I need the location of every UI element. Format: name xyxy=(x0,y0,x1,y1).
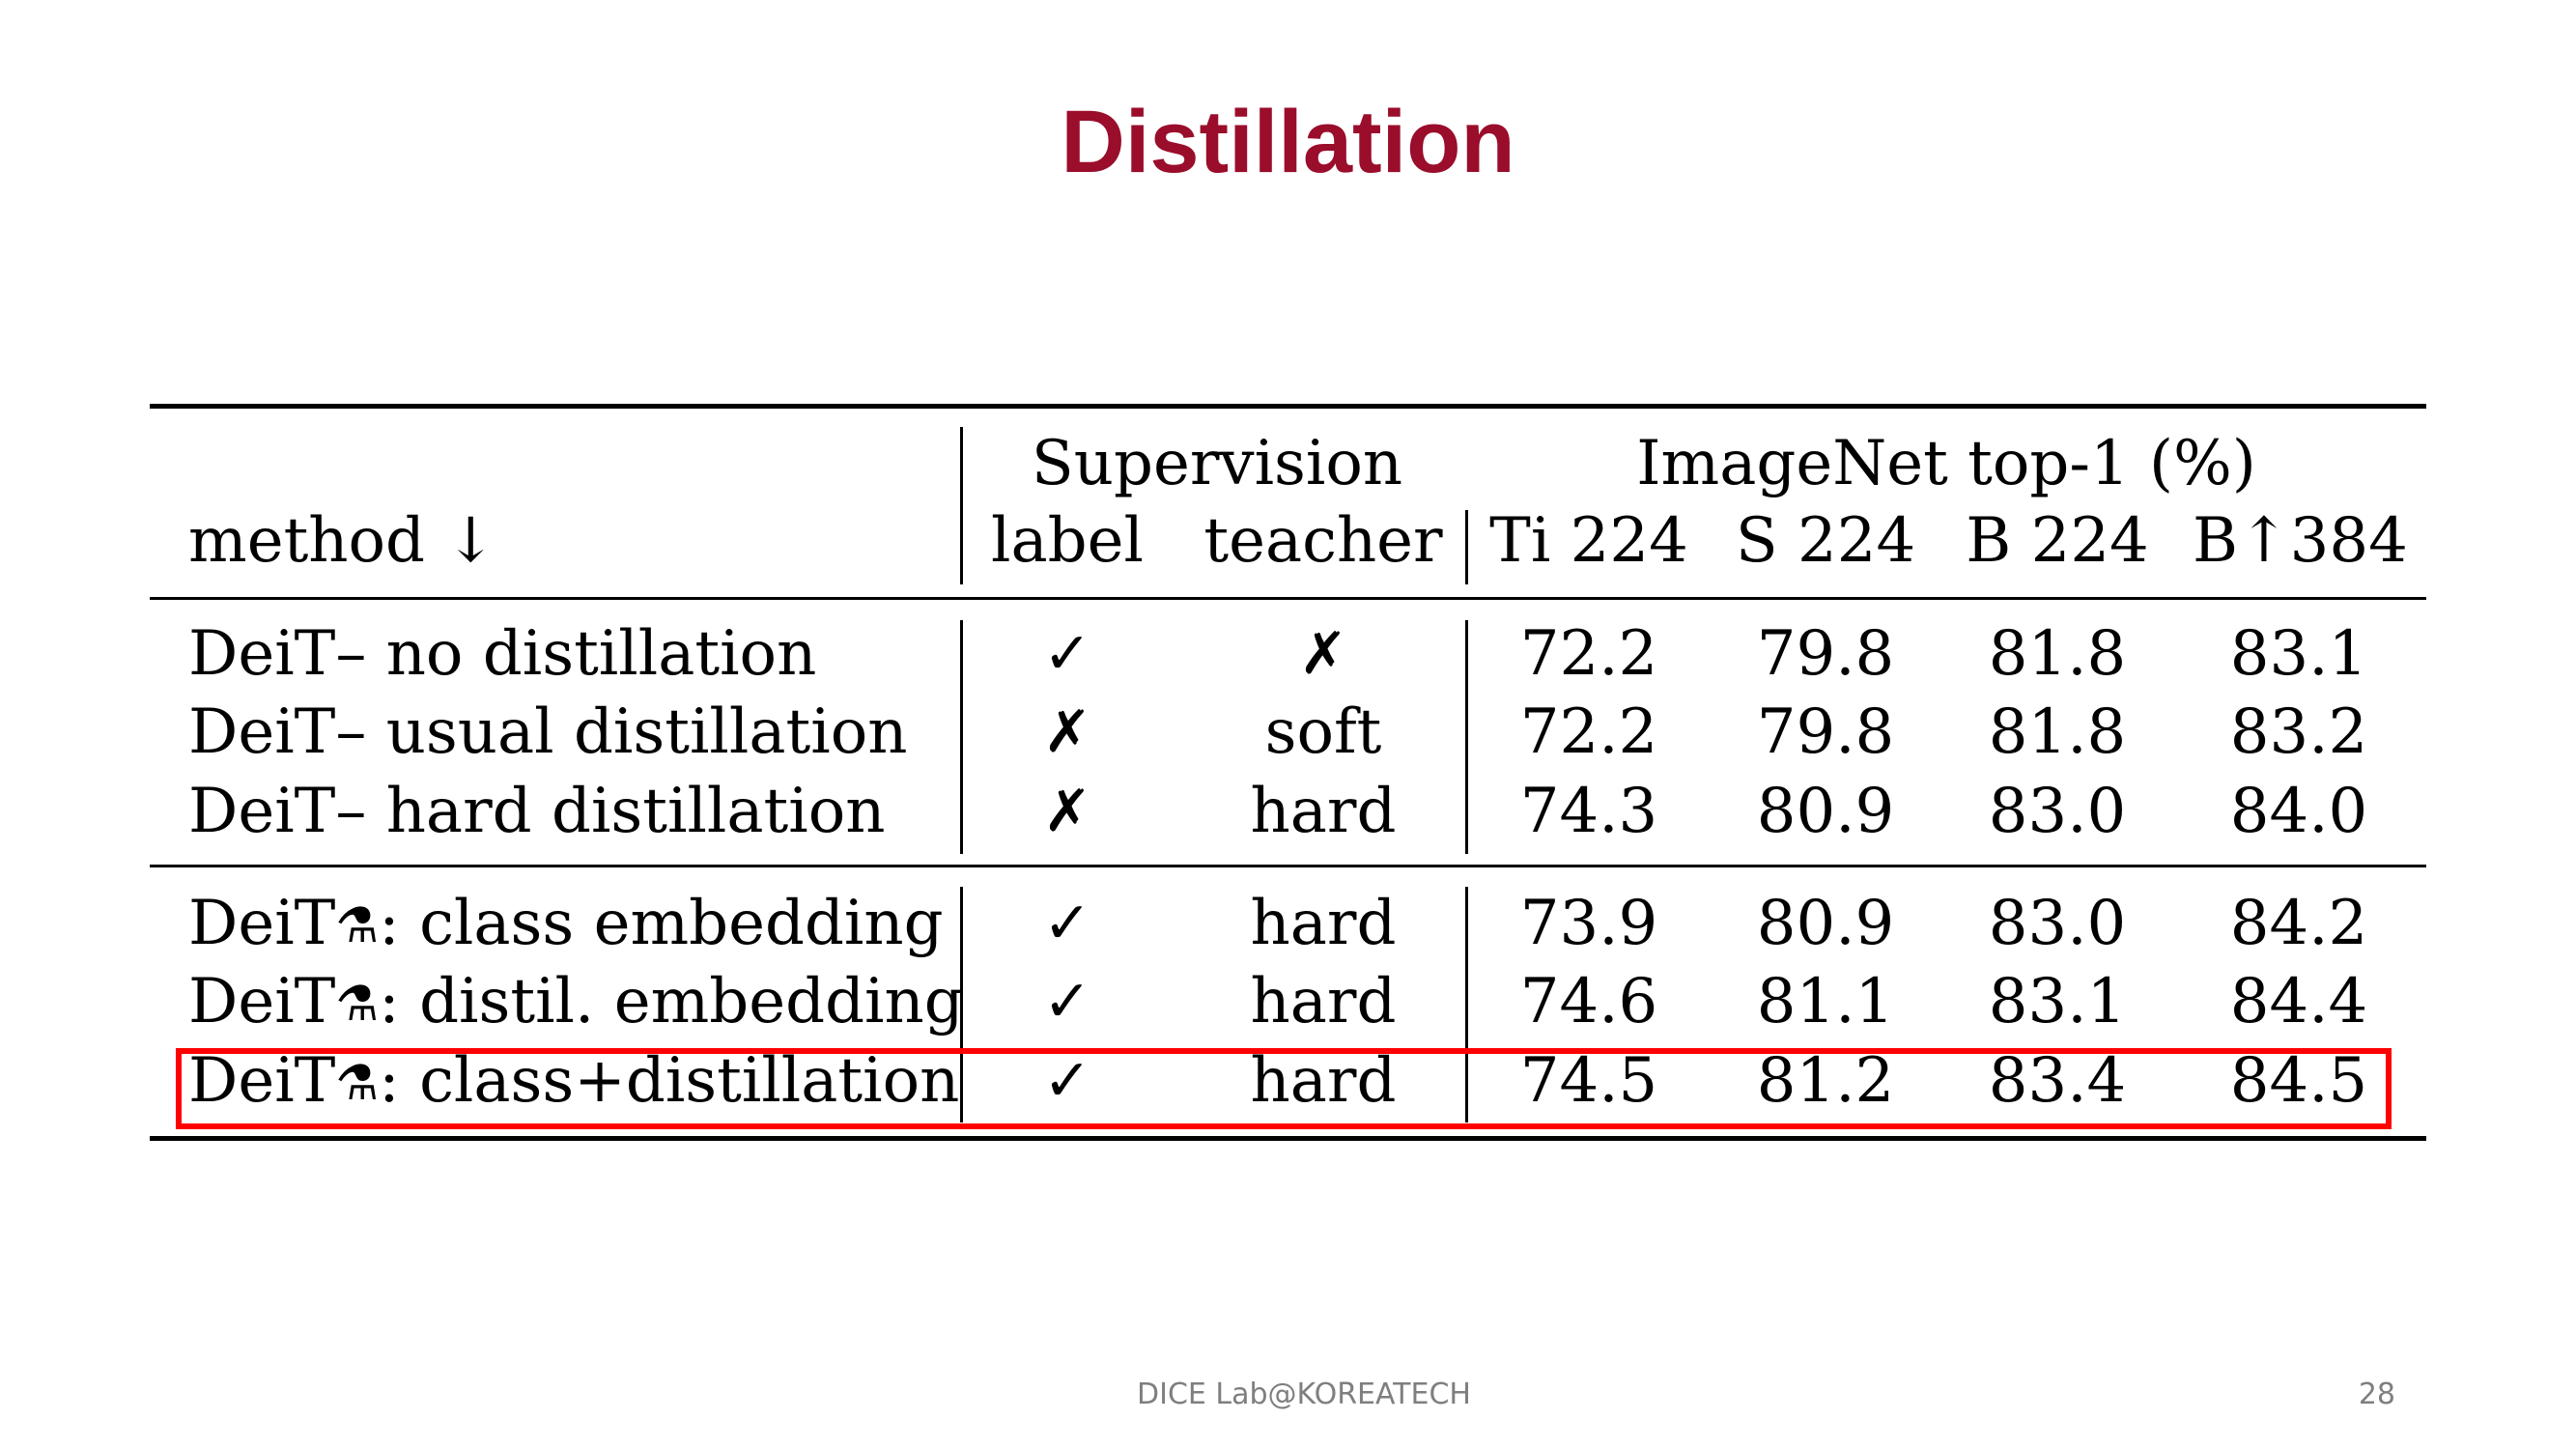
row-teacher: soft xyxy=(1264,696,1382,768)
row-label: ✗ xyxy=(1042,698,1092,766)
row-b224: 83.1 xyxy=(1988,966,2127,1037)
header-b224: B 224 xyxy=(1966,505,2149,577)
row-ti224: 72.2 xyxy=(1519,618,1658,690)
row-s224: 80.9 xyxy=(1756,776,1895,847)
header-supervision: Supervision xyxy=(1031,428,1403,499)
row-b224: 81.8 xyxy=(1988,618,2127,690)
header-label: label xyxy=(991,505,1144,577)
footer-lab-name: DICE Lab@KOREATECH xyxy=(1137,1378,1471,1411)
row-method: DeiT– hard distillation xyxy=(188,776,886,847)
flask-icon: ⚗ xyxy=(335,1055,380,1111)
row-s224: 79.8 xyxy=(1756,618,1895,690)
row-b384: 84.4 xyxy=(2229,966,2368,1037)
supervision-column-divider xyxy=(1465,620,1468,854)
row-method xyxy=(188,885,944,964)
header-teacher: teacher xyxy=(1203,505,1443,577)
row-teacher: ✗ xyxy=(1298,620,1348,688)
method-column-divider xyxy=(960,620,963,854)
row-teacher: hard xyxy=(1250,966,1397,1037)
row-teacher: hard xyxy=(1250,1045,1397,1117)
method-prefix: DeiT xyxy=(188,1045,336,1117)
flask-icon: ⚗ xyxy=(335,897,380,953)
row-b224: 83.0 xyxy=(1988,776,2127,847)
slide-title: Distillation xyxy=(1061,93,1515,191)
row-b224: 83.0 xyxy=(1988,888,2127,959)
row-teacher: hard xyxy=(1250,888,1397,959)
row-b384: 84.0 xyxy=(2229,776,2368,847)
row-label: ✓ xyxy=(1042,890,1092,957)
header-method: method ↓ xyxy=(188,505,496,577)
row-b384: 83.1 xyxy=(2229,618,2368,690)
row-s224: 81.1 xyxy=(1756,966,1895,1037)
row-label: ✓ xyxy=(1042,1047,1092,1115)
supervision-column-divider xyxy=(1465,510,1468,584)
method-prefix: DeiT xyxy=(188,966,336,1037)
header-imagenet: ImageNet top-1 (%) xyxy=(1636,428,2256,499)
row-ti224: 73.9 xyxy=(1519,888,1658,959)
method-suffix: : class+distillation xyxy=(379,1045,960,1117)
flask-icon: ⚗ xyxy=(335,976,380,1032)
row-s224: 81.2 xyxy=(1756,1045,1895,1117)
row-b384: 84.2 xyxy=(2229,888,2368,959)
row-b224: 83.4 xyxy=(1988,1045,2127,1117)
highlight-box xyxy=(176,1048,2392,1129)
method-column-divider xyxy=(960,427,963,584)
row-method: DeiT– no distillation xyxy=(188,618,817,690)
page-number: 28 xyxy=(2358,1378,2395,1411)
table-group-rule xyxy=(150,865,2426,867)
row-b384: 84.5 xyxy=(2229,1045,2368,1117)
row-ti224: 74.5 xyxy=(1519,1045,1658,1117)
header-b384: B↑384 xyxy=(2193,505,2408,577)
row-s224: 80.9 xyxy=(1756,888,1895,959)
row-s224: 79.8 xyxy=(1756,696,1895,768)
row-ti224: 72.2 xyxy=(1519,696,1658,768)
table-top-rule xyxy=(150,404,2426,409)
method-prefix: DeiT xyxy=(188,888,336,959)
row-method xyxy=(188,963,964,1042)
method-suffix: : class embedding xyxy=(379,888,944,959)
row-b224: 81.8 xyxy=(1988,696,2127,768)
row-teacher: hard xyxy=(1250,776,1397,847)
table-header-rule xyxy=(150,597,2426,600)
table-bottom-rule xyxy=(150,1136,2426,1141)
method-suffix: : distil. embedding xyxy=(379,966,964,1037)
header-s224: S 224 xyxy=(1735,505,1916,577)
row-method: DeiT– usual distillation xyxy=(188,696,908,768)
row-ti224: 74.3 xyxy=(1519,776,1658,847)
row-label: ✓ xyxy=(1042,620,1092,688)
header-ti224: Ti 224 xyxy=(1489,505,1688,577)
row-ti224: 74.6 xyxy=(1519,966,1658,1037)
row-label: ✓ xyxy=(1042,968,1092,1036)
row-b384: 83.2 xyxy=(2229,696,2368,768)
row-label: ✗ xyxy=(1042,778,1092,845)
